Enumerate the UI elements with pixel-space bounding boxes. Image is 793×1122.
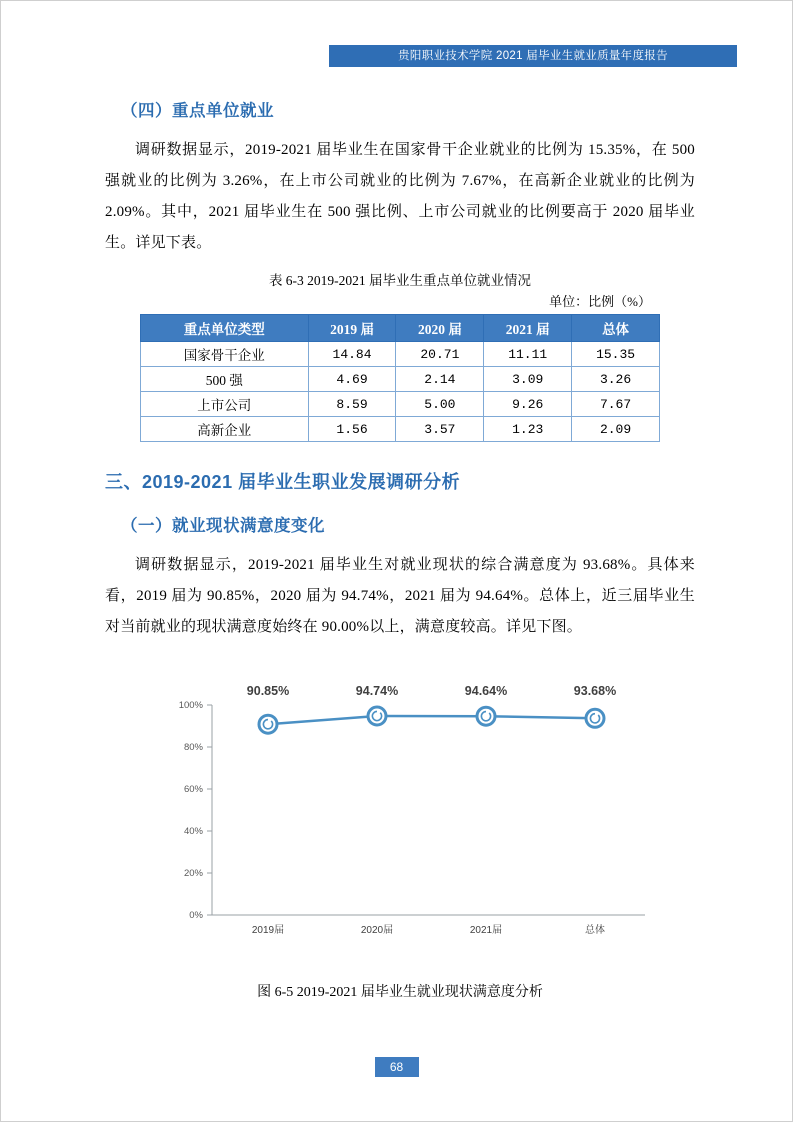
data-point-marker [586,709,604,727]
data-point-marker [259,715,277,733]
y-tick-label: 40% [183,826,203,837]
table-cell-value: 7.67 [572,392,660,417]
y-tick-label: 80% [183,742,203,753]
y-tick-label: 20% [183,868,203,879]
data-label: 94.64% [464,685,508,698]
table-cell-category: 上市公司 [141,392,309,417]
table-cell-value: 20.71 [396,342,484,367]
x-axis-labels [252,923,605,936]
y-tick-label: 100% [178,700,203,711]
x-tick-label: 2020届 [360,925,394,936]
table-header-cell: 重点单位类型 [141,315,309,342]
table-cell-value: 8.59 [308,392,396,417]
section-heading-key-employer: （四）重点单位就业 [121,102,274,120]
table-cell-value: 11.11 [484,342,572,367]
table-header-cell: 总体 [572,315,660,342]
paragraph-key-employer: 调研数据显示，2019-2021 届毕业生在国家骨干企业就业的比例为 15.35%，在 500 强就业的比例为 3.26%，在上市公司就业的比例为 7.67%，在高新企业就业的比例为 2.09%。其中，2021 届毕业生在 500 强比例、上市公司就业的比例要高于 2020 届毕业生。详见下表。 [105,142,695,251]
satisfaction-line-chart [120,685,680,955]
data-label: 94.74% [355,685,399,698]
table-cell-value: 9.26 [484,392,572,417]
paragraph-satisfaction: 调研数据显示，2019-2021 届毕业生对就业现状的综合满意度为 93.68%。具体来看，2019 届为 90.85%，2020 届为 94.74%，2021 届为 94.64%。总体上，近三届毕业生对当前就业的现状满意度始终在 90.00%以上，满意度较高。详见下图。 [105,557,695,635]
table-cell-value: 3.26 [572,367,660,392]
x-tick-label: 总体 [585,925,605,936]
page-header: 贵阳职业技术学院 2021 届毕业生就业质量年度报告 [329,45,737,67]
page-number-badge: 68 [375,1057,419,1077]
data-labels [247,685,616,698]
y-tick-label: 60% [183,784,203,795]
data-label: 93.68% [573,685,617,698]
table-row [141,342,660,367]
key-employer-table [140,314,660,442]
series-line [268,716,595,724]
table-row [141,367,660,392]
table-row [141,392,660,417]
table-header-cell: 2021 届 [484,315,572,342]
table-cell-value: 3.57 [396,417,484,442]
table-cell-value: 15.35 [572,342,660,367]
table-cell-value: 2.09 [572,417,660,442]
y-tick-label: 0% [189,910,203,921]
y-axis-ticks [179,700,212,921]
table-cell-value: 2.14 [396,367,484,392]
table-header-cell: 2019 届 [308,315,396,342]
table-caption: 表 6-3 2019-2021 届毕业生重点单位就业情况 [268,273,532,288]
table-cell-category: 500 强 [141,367,309,392]
table-row [141,417,660,442]
section-heading-career-development: 三、2019-2021 届毕业生职业发展调研分析 [105,472,461,492]
data-point-marker [477,707,495,725]
section-heading-satisfaction: （一）就业现状满意度变化 [121,517,325,535]
table-cell-value: 5.00 [396,392,484,417]
table-unit-note: 单位：比例（%） [549,294,651,309]
table-cell-value: 4.69 [308,367,396,392]
table-cell-category: 高新企业 [141,417,309,442]
chart-svg [120,685,680,955]
table-cell-value: 3.09 [484,367,572,392]
table-cell-value: 14.84 [308,342,396,367]
table-header-row [141,315,660,342]
x-tick-label: 2021届 [469,925,503,936]
table-cell-value: 1.23 [484,417,572,442]
data-point-marker [368,707,386,725]
x-tick-label: 2019届 [251,925,285,936]
data-label: 90.85% [246,685,290,698]
table-header-cell: 2020 届 [396,315,484,342]
chart-caption: 图 6-5 2019-2021 届毕业生就业现状满意度分析 [257,985,543,1000]
table-cell-value: 1.56 [308,417,396,442]
table-cell-category: 国家骨干企业 [141,342,309,367]
page-content [105,97,695,1001]
